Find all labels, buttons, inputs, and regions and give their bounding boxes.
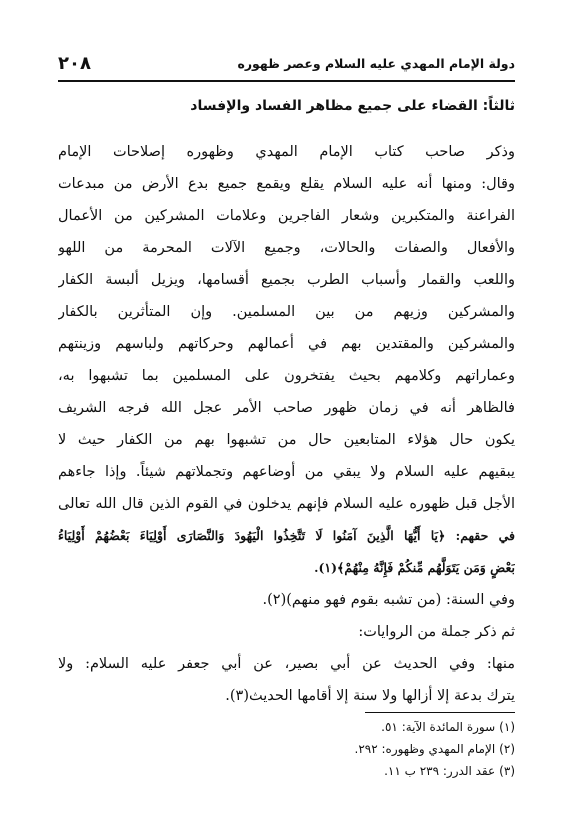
- body-line: وذكر صاحب كتاب الإمام المهدي وظهوره إصلاحات الإمام: [58, 144, 515, 160]
- body-line: يترك بدعة إلا أزالها ولا سنة إلا أقامها الحديث(٣).: [225, 688, 515, 704]
- footnote-text: عقد الدرر: ٢٣٩ ب ١١.: [384, 764, 496, 778]
- section-heading: ثالثاً: القضاء على جميع مظاهر الفساد والإفساد: [190, 98, 515, 114]
- body-line: وفي السنة: (من تشبه بقوم فهو منهم)(٢).: [262, 592, 515, 608]
- page-header: [58, 50, 515, 76]
- footnote: [58, 738, 515, 760]
- footnote-number: (٣): [499, 764, 515, 778]
- body-line: فالظاهر أنه في زمان ظهور صاحب الأمر عجل الله فرجه الشريف: [58, 400, 515, 416]
- footnote-number: (٢): [499, 742, 515, 756]
- footnotes-rule: [365, 712, 515, 713]
- body-line: والأفعال والصفات والحالات، وجميع الآلات المحرمة من اللهو: [58, 240, 515, 256]
- body-line: ثم ذكر جملة من الروايات:: [358, 624, 515, 640]
- quran-verse-line: بَعْضٍ وَمَن يَتَوَلَّهُم مِّنكُمْ فَإِنَّهُ مِنْهُمْ﴾(١).: [314, 560, 515, 575]
- body-line: والمشركين والمقتدين بهم في أعمالهم وحركاتهم ولباسهم وزينتهم: [58, 336, 515, 352]
- footnote-number: (١): [499, 720, 515, 734]
- footnote-text: سورة المائدة الآية: ٥١.: [381, 720, 496, 734]
- quran-verse-line: في حقهم: ﴿يَا أَيُّهَا الَّذِينَ آمَنُوا لَا تَتَّخِذُوا الْيَهُودَ وَالنَّصَارَى أَوْلِيَاءَ بَعْضُهُمْ أَوْلِيَاءُ: [58, 528, 515, 543]
- footnotes: [58, 716, 515, 782]
- body-line: وقال: ومنها أنه عليه السلام يقلع ويقمع جميع بدع الأرض من مبدعات: [58, 176, 515, 192]
- body-line: واللعب والقمار وأسباب الطرب بجميع أقسامها، ويزيل ألبسة الكفار: [58, 272, 515, 288]
- page-number: ٢٠٨: [58, 52, 91, 74]
- body-line: منها: وفي الحديث عن أبي بصير، عن أبي جعفر عليه السلام: ولا: [58, 656, 515, 672]
- body-line: والمشركين وزيهم من بين المسلمين. وإن المتأثرين بالكفار: [58, 304, 515, 320]
- footnote-text: الإمام المهدي وظهوره: ٢٩٢.: [354, 742, 496, 756]
- body-line: الفراعنة والمتكبرين وشعار الفاجرين وعلامات المشركين من الأعمال: [58, 208, 515, 224]
- running-title: دولة الإمام المهدي عليه السلام وعصر ظهوره: [237, 55, 515, 71]
- body-line: وعماراتهم وكلامهم بحيث يفتخرون على المسلمين بما تشبهوا به،: [58, 368, 515, 384]
- body-line: الأجل قبل ظهوره عليه السلام فإنهم يدخلون في القوم الذين قال الله تعالى: [58, 496, 515, 512]
- body-line: يكون حال هؤلاء المتابعين حال من تشبهوا بهم من الكفار حيث لا: [58, 432, 515, 448]
- footnote: [58, 760, 515, 782]
- footnote: [58, 716, 515, 738]
- header-rule: [58, 80, 515, 82]
- body-text: [58, 136, 515, 712]
- body-line: يبقيهم عليه السلام ولا يبقي من أوضاعهم وتجملاتهم شيئاً. وإذا جاءهم: [58, 464, 515, 480]
